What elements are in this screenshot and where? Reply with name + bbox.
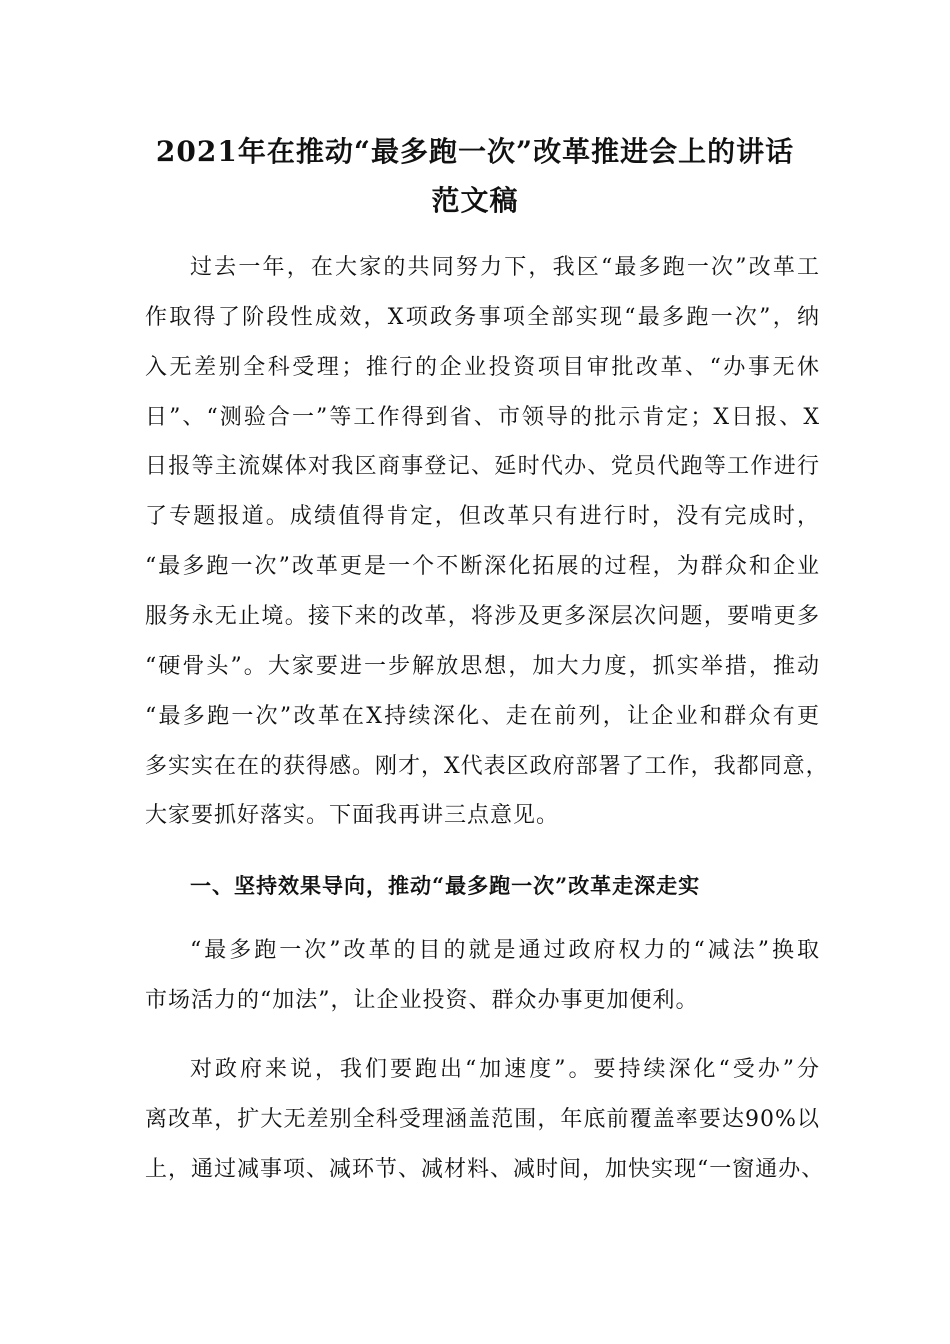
paragraph-1-line-12: 大家要抓好落实。下面我再讲三点意见。 <box>145 803 560 828</box>
paragraph-3-line-3: 上，通过减事项、减环节、减材料、减时间，加快实现“一窗通办、 <box>145 1157 825 1182</box>
paragraph-1-line-8: 服务永无止境。接下来的改革，将涉及更多深层次问题，要啃更多 <box>145 604 820 629</box>
paragraph-1-line-9: “硬骨头”。大家要进一步解放思想，加大力度，抓实举措，推动 <box>145 654 820 679</box>
paragraph-1-line-1: 过去一年，在大家的共同努力下，我区“最多跑一次”改革工 <box>190 255 820 280</box>
paragraph-3-line-2: 离改革，扩大无差别全科受理涵盖范围，年底前覆盖率要达90%以 <box>145 1107 820 1132</box>
paragraph-1-line-3: 入无差别全科受理；推行的企业投资项目审批改革、“办事无休 <box>145 355 820 380</box>
paragraph-1-line-5: 日报等主流媒体对我区商事登记、延时代办、党员代跑等工作进行 <box>145 454 820 479</box>
section-heading-1: 一、坚持效果导向，推动“最多跑一次”改革走深走实 <box>190 873 701 898</box>
paragraph-1-line-6: 了专题报道。成绩值得肯定，但改革只有进行时，没有完成时， <box>145 504 820 529</box>
paragraph-2-line-2: 市场活力的“加法”，让企业投资、群众办事更加便利。 <box>145 988 699 1013</box>
paragraph-1-line-11: 多实实在在的获得感。刚才，X代表区政府部署了工作，我都同意， <box>145 754 829 779</box>
paragraph-2-line-1: “最多跑一次”改革的目的就是通过政府权力的“减法”换取 <box>190 938 820 963</box>
paragraph-3-line-1: 对政府来说，我们要跑出“加速度”。要持续深化“受办”分 <box>190 1057 820 1082</box>
document-title-line-2: 范文稿 <box>431 184 519 217</box>
paragraph-1-line-10: “最多跑一次”改革在X持续深化、走在前列，让企业和群众有更 <box>145 704 820 729</box>
paragraph-1-line-7: “最多跑一次”改革更是一个不断深化拓展的过程，为群众和企业 <box>145 554 820 579</box>
document-title-line-1: 2021年在推动“最多跑一次”改革推进会上的讲话 <box>155 135 795 168</box>
paragraph-1-line-4: 日”、“测验合一”等工作得到省、市领导的批示肯定；X日报、X <box>145 405 820 430</box>
paragraph-1-line-2: 作取得了阶段性成效，X项政务事项全部实现“最多跑一次”，纳 <box>145 305 820 330</box>
